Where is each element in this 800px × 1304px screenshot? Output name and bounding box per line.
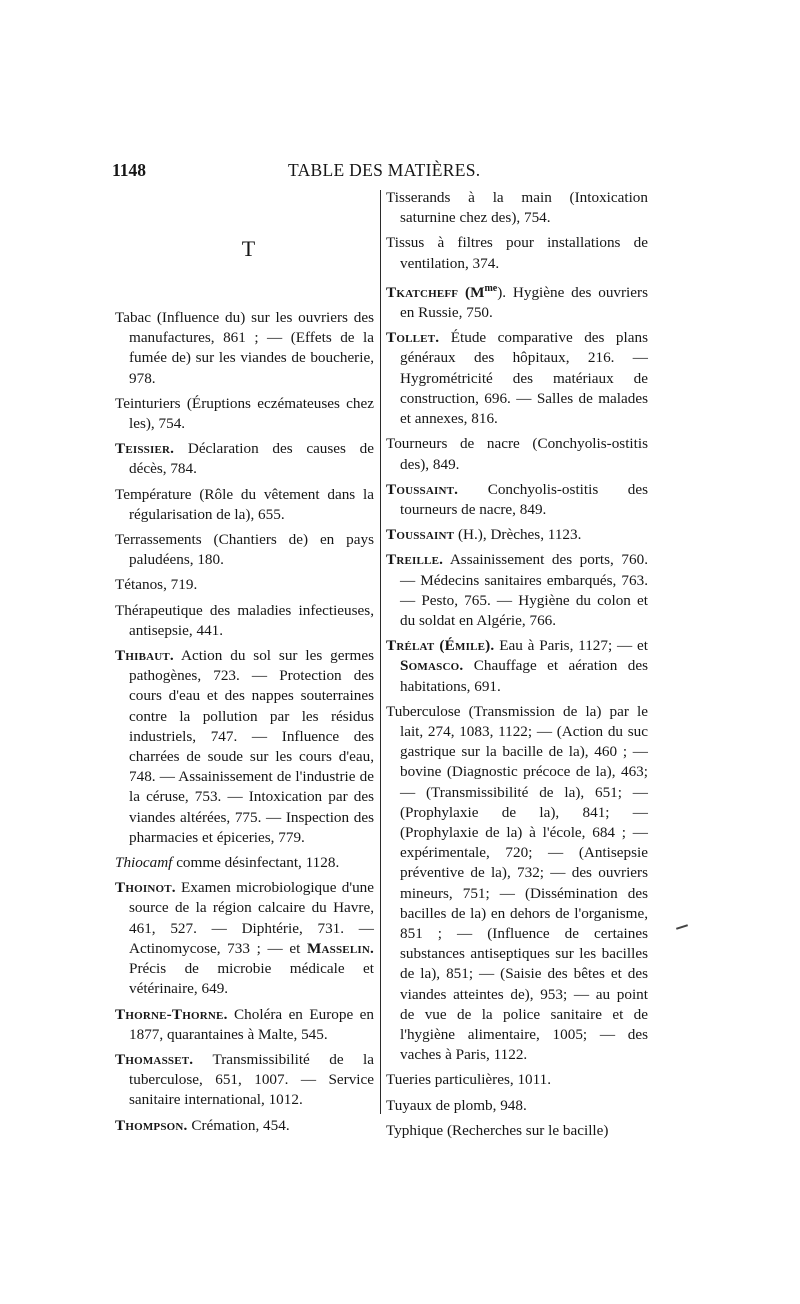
author-name-secondary: Somasco.: [400, 657, 464, 675]
page-number: 1148: [112, 160, 147, 180]
index-entry-tisserands: Tisserands à la main (Intoxication saturnine chez des), 754.: [386, 189, 648, 227]
entry-text: Eau à Paris, 1127; — et: [494, 637, 648, 655]
entry-text-secondary: Précis de microbie médicale et vétérinaire, 649.: [129, 960, 374, 998]
page-header: [112, 160, 652, 184]
entry-text: Déclaration des causes de décès, 784.: [129, 440, 374, 478]
author-name: Thomasset.: [115, 1050, 194, 1068]
index-entry-thibaut: [115, 646, 374, 848]
index-entry-therapeutique: Thérapeutique des maladies infectieuses, antisepsie, 441.: [115, 601, 374, 639]
author-name: Teissier.: [115, 440, 175, 458]
right-column: [386, 188, 648, 1146]
index-entry-thompson: [115, 1116, 374, 1136]
entry-text: Étude comparative des plans généraux des hôpitaux, 216. — Hygrométricité des matériaux de construction, 696. — Salles de malades et annexes, 816.: [400, 329, 648, 428]
entry-text: Crémation, 454.: [187, 1116, 290, 1134]
column-divider: [380, 190, 381, 1114]
author-name: Thorne-Thorne.: [115, 1005, 228, 1023]
author-name: Trélat (Émile).: [386, 637, 495, 655]
author-name: Thibaut.: [115, 647, 174, 665]
index-entry-thorne-thorne: [115, 1005, 374, 1045]
author-name: Treille.: [386, 551, 444, 569]
title-superscript: me: [484, 282, 498, 294]
index-entry-toussaint: [386, 480, 648, 520]
index-entry-tetanos: Tétanos, 719.: [115, 576, 198, 594]
index-entry-terrassements: Terrassements (Chantiers de) en pays paludéens, 180.: [115, 531, 374, 569]
index-entry-trelat: [386, 636, 648, 697]
author-name: Toussaint.: [386, 480, 459, 498]
left-column: [115, 186, 374, 1141]
entry-text: Examen microbiologique d'une source de la région calcaire du Havre, 461, 527. — Diphtérie, 731. — Actinomycose, 733 ; — et: [129, 879, 374, 957]
running-title: TABLE DES MATIÈRES.: [288, 160, 481, 180]
index-entry-teinturiers: Teinturiers (Éruptions eczémateuses chez les), 754.: [115, 394, 374, 433]
entry-text: Action du sol sur les germes pathogènes, 723. — Protection des cours d'eau et des nappes souterraines contre la pollution par les résidus industriels, 747. — Influence des charrées de soude sur les cours d'eau, 748. — Assainissement de l'industrie de la céruse, 753. — Intoxication par des viandes altérées, 775. — Inspection des pharmacies et épiceries, 779.: [129, 647, 374, 846]
index-entry-treille: [386, 550, 648, 631]
index-entry-tissus: Tissus à filtres pour installations de ventilation, 374.: [386, 234, 648, 272]
entry-text: comme désinfectant, 1128.: [172, 854, 340, 872]
author-name: Tollet.: [386, 329, 440, 347]
index-entry-teissier: [115, 439, 374, 479]
italic-term: Thiocamf: [115, 854, 173, 872]
index-entry-thoinot: [115, 878, 374, 999]
entry-text: (H.), Drèches, 1123.: [454, 526, 582, 544]
margin-pen-mark: [676, 924, 688, 930]
entry-text-secondary: Chauffage et aération des habitations, 691.: [400, 657, 648, 695]
author-name: Tkatcheff: [386, 283, 459, 301]
index-entry-tollet: [386, 328, 648, 429]
index-entry-tuberculose: Tuberculose (Transmission de la) par le lait, 274, 1083, 1122; — (Action du suc gastrique sur la bacille de la), 460 ; — bovine (Diagnostic précoce de la), 463; — (Transmissibilité de la), 651; — (Prophylaxie de la), 841; — (Prophylaxie de la) à l'école, 684 ; — expérimentale, 720; — (Antisepsie préventive de la), 732; — des ouvriers mineurs, 751; — (Dissémination des bacilles de la) en dehors de l'organisme, 851 ; — (Influence de certaines substances antiseptiques sur les bacilles de la), 851; — (Saisie des bêtes et des viandes atteintes de), 953; — au point de vue de la police sanitaire et de l'hygiène alimentaire, 1005; — des vaches à Paris, 1122.: [386, 702, 648, 1064]
index-entry-thomasset: [115, 1050, 374, 1111]
index-entry-tuyaux: Tuyaux de plomb, 948.: [386, 1096, 527, 1114]
title-prefix: (M: [458, 283, 485, 301]
entry-text: Assainissement des ports, 760. — Médecins sanitaires embarqués, 763. — Pesto, 765. — Hygiène du colon et du soldat en Algérie, 766.: [400, 551, 648, 629]
author-name-secondary: Masselin.: [306, 939, 374, 957]
entry-text: ). Hygiène des ouvriers en Russie, 750.: [400, 283, 648, 322]
author-name: Thoinot.: [115, 879, 176, 897]
index-entry-tabac: Tabac (Influence du) sur les ouvriers des manufactures, 861 ; — (Effets de la fumée de) sur les viandes de boucherie, 978.: [115, 309, 374, 387]
index-entry-toussaint-h: [386, 525, 648, 545]
index-entry-tueries: Tueries particulières, 1011.: [386, 1071, 552, 1089]
author-name: Toussaint: [386, 526, 455, 544]
index-entry-typhique: Typhique (Recherches sur le bacille): [386, 1121, 609, 1139]
index-entry-tkatcheff: [386, 279, 648, 323]
index-entry-tourneurs: Tourneurs de nacre (Conchyolis-ostitis des), 849.: [386, 435, 648, 473]
author-name: Thompson.: [115, 1116, 188, 1134]
entry-text: Conchyolis-ostitis des tourneurs de nacre, 849.: [400, 480, 648, 518]
section-letter: T: [241, 236, 256, 261]
entry-text: Choléra en Europe en 1877, quarantaines à Malte, 545.: [129, 1005, 374, 1043]
index-entry-temperature: Température (Rôle du vêtement dans la régularisation de la), 655.: [115, 485, 374, 523]
index-entry-thiocamf: [115, 853, 374, 873]
entry-text: Transmissibilité de la tuberculose, 651, 1007. — Service sanitaire international, 1012.: [129, 1050, 374, 1109]
